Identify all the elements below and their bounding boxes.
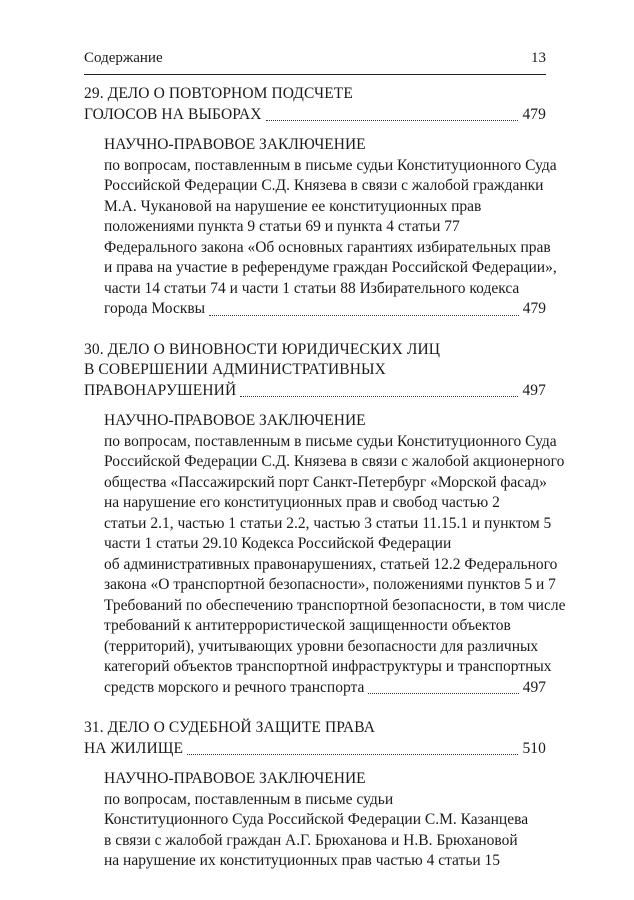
entry-last-line (104, 299, 546, 320)
entry-text-line: части 1 статьи 29.10 Кодекса Российской Федерации (104, 535, 452, 552)
entry-text-line: по вопросам, поставленным в письме судьи Конституционного Суда (104, 432, 557, 450)
section-title-line: ГОЛОСОВ НА ВЫБОРАХ (84, 105, 262, 123)
toc-section (84, 84, 557, 320)
entry-text-line: требований к антитеррористической защищенности объектов (104, 617, 511, 634)
toc-entry (84, 769, 546, 872)
entry-text-line: по вопросам, поставленным в письме судьи Конституционного Суда (104, 156, 557, 174)
entry-text-line: об административных правонарушениях, статьей 12.2 Федерального (104, 555, 558, 573)
entry-text-line: части 14 статьи 74 и части 1 статьи 88 Избирательного кодекса (104, 279, 520, 297)
toc-section (84, 718, 546, 872)
entry-text-line: (территорий), учитывающих уровни безопасности для различных (104, 637, 539, 655)
table-of-contents (84, 84, 566, 892)
running-head (84, 48, 546, 68)
page-number: 13 (531, 50, 546, 66)
entry-text-line: Федерального закона «Об основных гарантиях избирательных прав (104, 238, 551, 256)
entry-text-line: категорий объектов транспортной инфраструктуры и транспортных (104, 658, 552, 675)
section-title (84, 718, 546, 759)
section-title-last-line (84, 739, 546, 760)
entry-text-line: на нарушение их конституционных прав частью 4 статьи 15 (104, 852, 501, 869)
section-title (84, 84, 546, 125)
entry-text-line: М.А. Чукановой на нарушение ее конституционных прав (104, 197, 482, 215)
running-head-title: Содержание (84, 50, 163, 66)
entry-text-line: закона «О транспортной безопасности», положениями пунктов 5 и 7 (104, 576, 556, 593)
section-title-line: 30. ДЕЛО О ВИНОВНОСТИ ЮРИДИЧЕСКИХ ЛИЦ (84, 340, 441, 358)
section-page-number: 510 (522, 739, 546, 757)
entry-text-line: общества «Пассажирский порт Санкт-Петербург «Морской фасад» (104, 473, 547, 491)
section-title-last-line (84, 381, 546, 402)
section-title-line: ПРАВОНАРУШЕНИЙ (84, 381, 237, 399)
section-page-number: 497 (522, 381, 546, 399)
header-rule (84, 74, 546, 75)
toc-section (84, 340, 566, 699)
dot-leader (266, 120, 519, 121)
entry-text-line: средств морского и речного транспорта (104, 678, 365, 696)
entry-heading: НАУЧНО-ПРАВОВОЕ ЗАКЛЮЧЕНИЕ (104, 136, 366, 153)
entry-text-line: города Москвы (104, 300, 206, 317)
section-title-last-line (84, 105, 546, 126)
entry-page-number: 479 (522, 300, 546, 317)
entry-heading: НАУЧНО-ПРАВОВОЕ ЗАКЛЮЧЕНИЕ (104, 412, 366, 429)
section-page-number: 479 (522, 105, 546, 123)
section-title-line: В СОВЕРШЕНИИ АДМИНИСТРАТИВНЫХ (84, 361, 386, 378)
dot-leader (240, 396, 518, 397)
entry-text-line: Российской Федерации С.Д. Князева в связи с жалобой акционерного (104, 453, 565, 470)
entry-text-line: Требований по обеспечению транспортной безопасности, в том числе (104, 596, 566, 614)
entry-text-line: положениями пункта 9 статьи 69 и пункта 4 статьи 77 (104, 218, 460, 235)
entry-text-line: статьи 2.1, частью 1 статьи 2.2, частью 3 статьи 11.15.1 и пунктом 5 (104, 514, 552, 532)
toc-entry (84, 135, 557, 320)
dot-leader (209, 315, 519, 316)
entry-heading: НАУЧНО-ПРАВОВОЕ ЗАКЛЮЧЕНИЕ (104, 770, 366, 787)
entry-text-line: по вопросам, поставленным в письме судьи (104, 790, 394, 808)
toc-entry (84, 411, 566, 698)
entry-text-line: Конституционного Суда Российской Федерации С.М. Казанцева (104, 811, 529, 828)
entry-page-number: 497 (522, 678, 546, 696)
entry-text-line: и права на участие в референдуме граждан Российской Федерации», (104, 259, 557, 276)
dot-leader (368, 693, 518, 694)
section-title-line: НА ЖИЛИЩЕ (84, 739, 184, 757)
entry-text-line: Российской Федерации С.Д. Князева в связи с жалобой гражданки (104, 177, 544, 194)
entry-text-line: на нарушение его конституционных прав и свобод частью 2 (104, 494, 500, 511)
entry-text-line: в связи с жалобой граждан А.Г. Брюханова и Н.В. Брюхановой (104, 831, 518, 849)
section-title (84, 340, 546, 402)
section-title-line: 31. ДЕЛО О СУДЕБНОЙ ЗАЩИТЕ ПРАВА (84, 719, 376, 736)
section-title-line: 29. ДЕЛО О ПОВТОРНОМ ПОДСЧЕТЕ (84, 85, 353, 102)
dot-leader (187, 754, 518, 755)
entry-last-line (104, 678, 546, 699)
